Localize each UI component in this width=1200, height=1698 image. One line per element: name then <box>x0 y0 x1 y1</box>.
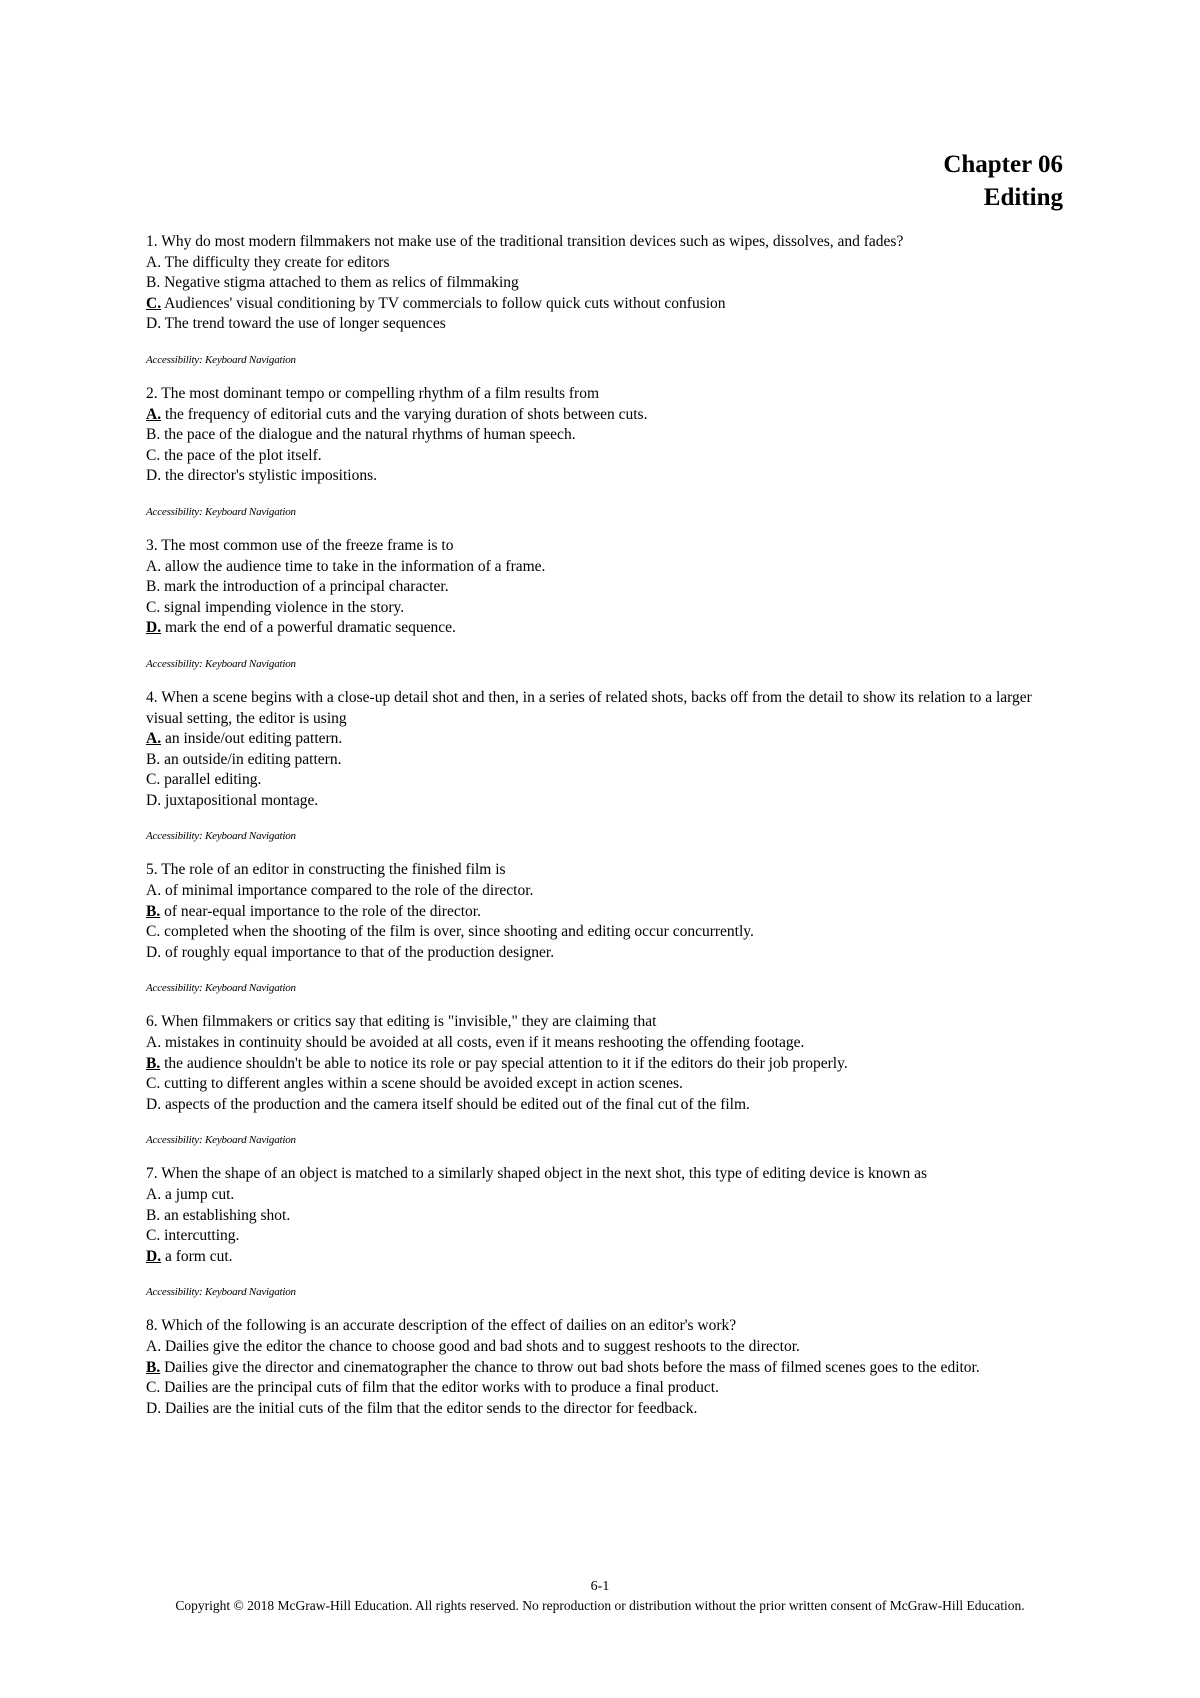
answer-text: Dailies are the principal cuts of film that the editor works with to produce a final product. <box>160 1379 719 1397</box>
accessibility-note: Accessibility: Keyboard Navigation <box>146 353 296 366</box>
answer-option <box>146 902 1066 923</box>
answer-option <box>146 943 1066 964</box>
answer-option <box>146 1247 1066 1268</box>
question-block <box>146 536 1066 671</box>
correct-answer-letter: A. <box>146 405 162 423</box>
question-list <box>146 232 1066 1419</box>
answer-text: juxtapositional montage. <box>161 791 319 809</box>
answer-letter: A. <box>146 1186 162 1203</box>
answer-text: mark the introduction of a principal character. <box>160 578 449 596</box>
answer-text: The difficulty they create for editors <box>161 253 390 271</box>
answer-letter: D. <box>146 1399 162 1417</box>
answer-text: completed when the shooting of the film is over, since shooting and editing occur concurrently. <box>160 923 754 941</box>
answer-text: cutting to different angles within a scene should be avoided except in action scenes. <box>160 1075 683 1093</box>
answer-text: Audiences' visual conditioning by TV commercials to follow quick cuts without confusion <box>161 294 726 312</box>
question-block <box>146 232 1066 367</box>
accessibility-note: Accessibility: Keyboard Navigation <box>146 1286 296 1299</box>
answer-option <box>146 557 1066 578</box>
answer-letter: B. <box>146 426 161 444</box>
correct-answer-letter: A. <box>146 730 162 748</box>
answer-letter: D. <box>146 467 162 485</box>
answer-option <box>146 770 1066 791</box>
copyright-notice: Copyright © 2018 McGraw-Hill Education. All rights reserved. No reproduction or distribution without the prior written consent of McGraw-Hill Education. <box>175 1598 1025 1613</box>
answer-text: signal impending violence in the story. <box>160 598 405 616</box>
answer-option <box>146 598 1066 619</box>
answer-text: The trend toward the use of longer sequences <box>161 315 446 333</box>
answer-option <box>146 1074 1066 1095</box>
question-text: 6. When filmmakers or critics say that editing is "invisible," they are claiming that <box>146 1013 657 1031</box>
answer-text: an outside/in editing pattern. <box>160 750 342 768</box>
question-block <box>146 1316 1066 1419</box>
answer-letter: C. <box>146 1379 161 1397</box>
answer-option <box>146 791 1066 812</box>
question-block <box>146 1012 1066 1147</box>
question-block <box>146 688 1066 844</box>
answer-option <box>146 405 1066 426</box>
correct-answer-letter: B. <box>146 1358 161 1376</box>
answer-option <box>146 1185 1066 1206</box>
answer-text: allow the audience time to take in the information of a frame. <box>161 557 546 575</box>
answer-text: of roughly equal importance to that of the production designer. <box>161 943 555 961</box>
answer-text: mistakes in continuity should be avoided at all costs, even if it means reshooting the offending footage. <box>161 1034 805 1052</box>
answer-letter: A. <box>146 253 162 271</box>
answer-option <box>146 425 1066 446</box>
answer-letter: D. <box>146 791 162 809</box>
answer-text: a jump cut. <box>161 1186 235 1203</box>
accessibility-note: Accessibility: Keyboard Navigation <box>146 982 296 995</box>
answer-option <box>146 314 1066 335</box>
answer-text: of near-equal importance to the role of the director. <box>160 902 481 920</box>
question-text: 2. The most dominant tempo or compelling rhythm of a film results from <box>146 384 600 402</box>
question-text: 7. When the shape of an object is matched to a similarly shaped object in the next shot, this type of editing device is known as <box>146 1165 927 1183</box>
question-block <box>146 860 1066 995</box>
correct-answer-letter: B. <box>146 1054 161 1072</box>
answer-option <box>146 253 1066 274</box>
answer-option <box>146 618 1066 639</box>
answer-letter: B. <box>146 578 161 596</box>
answer-letter: B. <box>146 750 161 768</box>
answer-option <box>146 729 1066 750</box>
question-text: 4. When a scene begins with a close-up detail shot and then, in a series of related shots, backs off from the detail to show its relation to a larger visual setting, the editor is using <box>146 688 1032 727</box>
answer-option <box>146 446 1066 467</box>
answer-option <box>146 1054 1066 1075</box>
question-text: 3. The most common use of the freeze frame is to <box>146 536 454 554</box>
answer-option <box>146 294 1066 315</box>
question-text: 8. Which of the following is an accurate description of the effect of dailies on an editor's work? <box>146 1317 737 1335</box>
answer-option <box>146 577 1066 598</box>
answer-text: an inside/out editing pattern. <box>161 730 343 748</box>
answer-letter: B. <box>146 1206 161 1224</box>
answer-text: Dailies give the director and cinematographer the chance to throw out bad shots before the mass of filmed scenes goes to the editor. <box>160 1358 980 1376</box>
answer-option <box>146 750 1066 771</box>
answer-letter: C. <box>146 1227 161 1245</box>
answer-letter: A. <box>146 557 162 575</box>
answer-option <box>146 1226 1066 1247</box>
chapter-header <box>943 148 1063 214</box>
question-text: 5. The role of an editor in constructing the finished film is <box>146 861 506 879</box>
answer-letter: C. <box>146 598 161 616</box>
answer-letter: A. <box>146 1034 162 1052</box>
answer-option <box>146 1378 1066 1399</box>
correct-answer-letter: B. <box>146 902 161 920</box>
question-text: 1. Why do most modern filmmakers not make use of the traditional transition devices such as wipes, dissolves, and fades? <box>146 233 904 250</box>
answer-option <box>146 1399 1066 1420</box>
answer-text: aspects of the production and the camera itself should be edited out of the final cut of the film. <box>161 1095 750 1113</box>
answer-text: Negative stigma attached to them as relics of filmmaking <box>160 274 519 292</box>
page-number: 6-1 <box>590 1579 610 1594</box>
answer-option <box>146 466 1066 487</box>
chapter-number: Chapter 06 <box>943 151 1063 178</box>
question-block <box>146 1164 1066 1299</box>
correct-answer-letter: D. <box>146 619 162 637</box>
answer-text: the audience shouldn't be able to notice its role or pay special attention to it if the editors do their job properly. <box>160 1054 848 1072</box>
answer-text: the pace of the plot itself. <box>160 446 322 464</box>
answer-text: of minimal importance compared to the role of the director. <box>161 882 534 900</box>
answer-text: Dailies are the initial cuts of the film that the editor sends to the director for feedback. <box>161 1399 698 1417</box>
answer-text: the director's stylistic impositions. <box>161 467 377 485</box>
answer-option <box>146 1206 1066 1227</box>
answer-text: the frequency of editorial cuts and the varying duration of shots between cuts. <box>161 405 648 423</box>
answer-letter: A. <box>146 1337 162 1355</box>
answer-text: Dailies give the editor the chance to choose good and bad shots and to suggest reshoots to the director. <box>161 1337 800 1355</box>
correct-answer-letter: C. <box>146 294 162 312</box>
answer-option <box>146 1337 1066 1358</box>
question-block <box>146 384 1066 519</box>
answer-text: mark the end of a powerful dramatic sequence. <box>161 619 456 637</box>
answer-letter: D. <box>146 315 162 333</box>
accessibility-note: Accessibility: Keyboard Navigation <box>146 505 296 518</box>
accessibility-note: Accessibility: Keyboard Navigation <box>146 1134 296 1147</box>
answer-letter: D. <box>146 1095 162 1113</box>
answer-letter: C. <box>146 446 161 464</box>
answer-option <box>146 922 1066 943</box>
answer-text: an establishing shot. <box>160 1206 291 1224</box>
accessibility-note: Accessibility: Keyboard Navigation <box>146 657 296 670</box>
chapter-title: Editing <box>983 184 1063 211</box>
answer-letter: C. <box>146 1075 161 1093</box>
answer-option <box>146 1095 1066 1116</box>
answer-letter: C. <box>146 923 161 941</box>
answer-letter: C. <box>146 771 161 789</box>
answer-option <box>146 881 1066 902</box>
answer-letter: D. <box>146 943 162 961</box>
answer-option <box>146 273 1066 294</box>
accessibility-note: Accessibility: Keyboard Navigation <box>146 830 296 843</box>
answer-text: intercutting. <box>160 1227 240 1245</box>
answer-letter: A. <box>146 882 162 900</box>
answer-text: the pace of the dialogue and the natural rhythms of human speech. <box>160 426 576 444</box>
answer-option <box>146 1358 1066 1379</box>
answer-letter: B. <box>146 274 161 292</box>
answer-text: parallel editing. <box>160 771 262 789</box>
answer-option <box>146 1033 1066 1054</box>
page-footer <box>0 1578 1200 1615</box>
answer-text: a form cut. <box>161 1247 233 1265</box>
correct-answer-letter: D. <box>146 1247 162 1265</box>
